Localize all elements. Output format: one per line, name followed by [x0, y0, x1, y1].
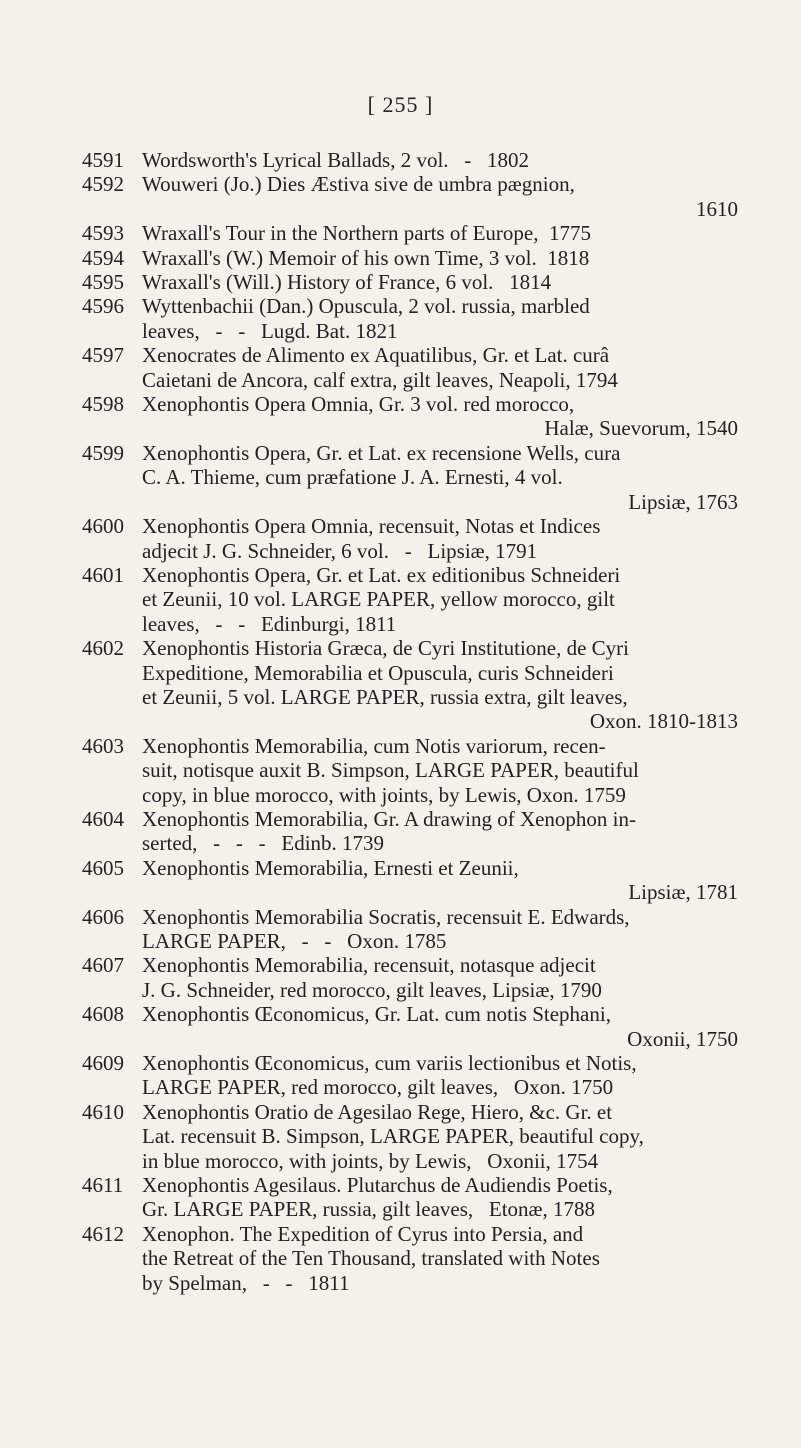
entry-line: Wyttenbachii (Dan.) Opuscula, 2 vol. russia, marbled [142, 294, 590, 319]
entry-line: Xenophon. The Expedition of Cyrus into Persia, and [142, 1221, 584, 1246]
entry-line: the Retreat of the Ten Thousand, translated with Notes [142, 1246, 600, 1271]
entry-line: Xenophontis Oratio de Agesilao Rege, Hiero, &c. Gr. et [142, 1099, 613, 1124]
catalog-entry [82, 636, 738, 734]
catalog-entry [82, 1222, 738, 1295]
entry-line: adjecit J. G. Schneider, 6 vol. - Lipsiæ, 1791 [142, 538, 538, 563]
entry-line: Lat. recensuit B. Simpson, LARGE PAPER, beautiful copy, [142, 1124, 644, 1149]
entry-line: et Zeunii, 5 vol. LARGE PAPER, russia extra, gilt leaves, [142, 684, 628, 709]
entry-number: 4612 [82, 1221, 124, 1246]
entry-line: Xenophontis Memorabilia Socratis, recensuit E. Edwards, [142, 904, 630, 929]
catalog-entry [82, 172, 738, 221]
entry-line: suit, notisque auxit B. Simpson, LARGE PAPER, beautiful [142, 758, 639, 783]
entry-line: Xenophontis Memorabilia, Ernesti et Zeunii, [142, 855, 519, 880]
catalog-entry [82, 1173, 738, 1222]
entry-line: Gr. LARGE PAPER, russia, gilt leaves, Etonæ, 1788 [142, 1197, 596, 1222]
entry-line: leaves, - - Edinburgi, 1811 [142, 611, 397, 636]
catalog-entry [82, 563, 738, 636]
catalog-list [82, 148, 738, 1295]
entry-line: J. G. Schneider, red morocco, gilt leaves, Lipsiæ, 1790 [142, 977, 602, 1002]
entry-line: Xenophontis Opera, Gr. et Lat. ex editionibus Schneideri [142, 562, 621, 587]
entry-line: Oxon. 1810-1813 [589, 709, 738, 734]
entry-line: Xenophontis Historia Græca, de Cyri Institutione, de Cyri [142, 636, 630, 661]
entry-number: 4600 [82, 514, 124, 539]
entry-number: 4608 [82, 1002, 124, 1027]
entry-number: 4593 [82, 221, 124, 246]
entry-number: 4591 [82, 148, 124, 172]
entry-line: Wraxall's (Will.) History of France, 6 vol. 1814 [142, 270, 552, 295]
entry-line: Xenophontis Agesilaus. Plutarchus de Audiendis Poetis, [142, 1173, 613, 1198]
entry-line: leaves, - - Lugd. Bat. 1821 [142, 318, 398, 343]
entry-line: Caietani de Ancora, calf extra, gilt leaves, Neapoli, 1794 [142, 367, 618, 392]
entry-number: 4598 [82, 392, 124, 417]
catalog-entry [82, 1100, 738, 1173]
catalog-entry [82, 953, 738, 1002]
entry-number: 4599 [82, 440, 124, 465]
entry-line: Oxonii, 1750 [627, 1026, 738, 1051]
entry-number: 4595 [82, 270, 124, 295]
entry-line: Xenophontis Œconomicus, cum variis lectionibus et Notis, [142, 1051, 637, 1076]
entry-number: 4605 [82, 855, 124, 880]
entry-line: Lipsiæ, 1781 [628, 880, 738, 905]
entry-line: Halæ, Suevorum, 1540 [544, 416, 738, 441]
entry-line: serted, - - - Edinb. 1739 [142, 831, 385, 856]
catalog-entry [82, 270, 738, 294]
entry-number: 4594 [82, 245, 124, 270]
entry-line: by Spelman, - - 1811 [142, 1270, 350, 1295]
entry-line: Xenophontis Opera Omnia, Gr. 3 vol. red morocco, [142, 392, 575, 417]
entry-line: C. A. Thieme, cum præfatione J. A. Ernesti, 4 vol. [142, 465, 563, 490]
page-number: [ 255 ] [367, 92, 434, 117]
entry-line: Xenophontis Œconomicus, Gr. Lat. cum notis Stephani, [142, 1002, 611, 1027]
entry-number: 4606 [82, 904, 124, 929]
catalog-entry [82, 734, 738, 807]
entry-number: 4610 [82, 1099, 124, 1124]
entry-line: Wraxall's Tour in the Northern parts of Europe, 1775 [142, 221, 591, 246]
entry-line: LARGE PAPER, red morocco, gilt leaves, Oxon. 1750 [142, 1075, 614, 1100]
catalog-entry [82, 148, 738, 172]
catalog-entry [82, 392, 738, 441]
catalog-entry [82, 856, 738, 905]
catalog-entry [82, 441, 738, 514]
entry-number: 4601 [82, 562, 124, 587]
entry-line: Xenophontis Memorabilia, Gr. A drawing of Xenophon in- [142, 806, 637, 831]
entry-line: Wouweri (Jo.) Dies Æstiva sive de umbra pægnion, [142, 172, 575, 197]
entry-number: 4604 [82, 806, 124, 831]
entry-number: 4597 [82, 343, 124, 368]
entry-line: Xenophontis Opera Omnia, recensuit, Notas et Indices [142, 514, 601, 539]
catalog-entry [82, 294, 738, 343]
entry-number: 4609 [82, 1051, 124, 1076]
catalog-entry [82, 221, 738, 245]
catalog-entry [82, 1051, 738, 1100]
catalog-entry [82, 246, 738, 270]
catalog-entry [82, 807, 738, 856]
entry-number: 4607 [82, 953, 124, 978]
entry-line: Xenocrates de Alimento ex Aquatilibus, Gr. et Lat. curâ [142, 343, 610, 368]
entry-line: LARGE PAPER, - - Oxon. 1785 [142, 929, 447, 953]
entry-line: Xenophontis Memorabilia, cum Notis variorum, recen- [142, 733, 606, 758]
entry-number: 4603 [82, 733, 124, 758]
entry-line: Wordsworth's Lyrical Ballads, 2 vol. - 1802 [142, 148, 530, 172]
entry-number: 4611 [82, 1173, 124, 1198]
catalog-entry [82, 343, 738, 392]
entry-number: 4592 [82, 172, 124, 197]
entry-line: in blue morocco, with joints, by Lewis, Oxonii, 1754 [142, 1148, 599, 1173]
catalog-entry [82, 1002, 738, 1051]
entry-line: Xenophontis Memorabilia, recensuit, notasque adjecit [142, 953, 596, 978]
entry-line: copy, in blue morocco, with joints, by Lewis, Oxon. 1759 [142, 782, 626, 807]
entry-line: et Zeunii, 10 vol. LARGE PAPER, yellow morocco, gilt [142, 587, 615, 612]
entry-number: 4602 [82, 636, 124, 661]
entry-line: Lipsiæ, 1763 [628, 489, 738, 514]
catalog-entry [82, 514, 738, 563]
entry-line: 1610 [696, 196, 738, 221]
entry-line: Xenophontis Opera, Gr. et Lat. ex recensione Wells, cura [142, 440, 621, 465]
catalog-entry [82, 905, 738, 954]
entry-line: Expeditione, Memorabilia et Opuscula, curis Schneideri [142, 660, 614, 685]
entry-number: 4596 [82, 294, 124, 319]
entry-line: Wraxall's (W.) Memoir of his own Time, 3 vol. 1818 [142, 245, 590, 270]
